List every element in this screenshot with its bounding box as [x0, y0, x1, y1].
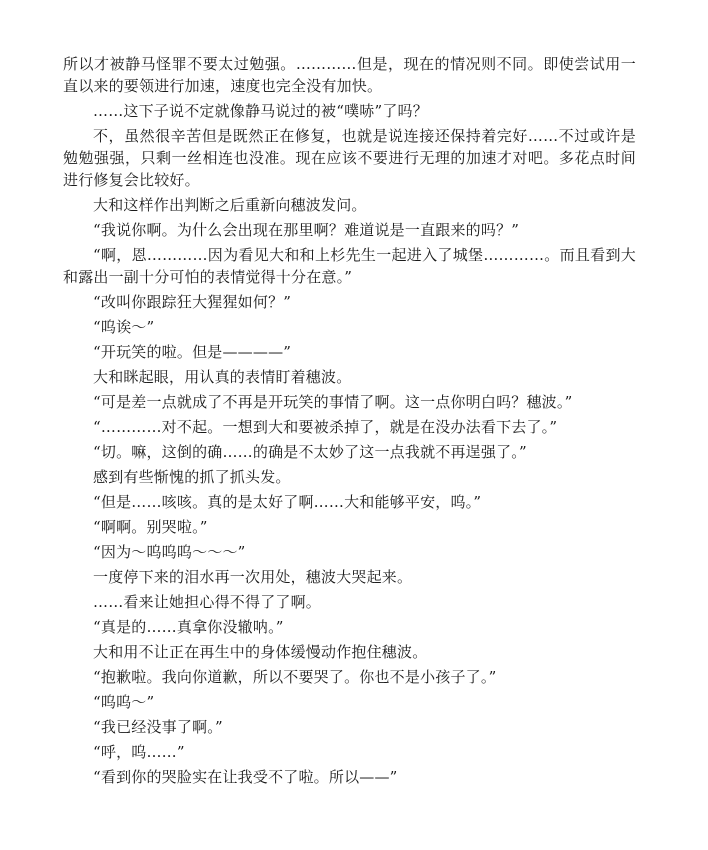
paragraph-25: “呼，呜……” — [93, 743, 185, 761]
paragraph-2: ……这下子说不定就像静马说过的被“噗哧”了吗？ — [93, 102, 428, 120]
paragraph-8: “呜诶～” — [93, 318, 155, 336]
paragraph-23: “呜呜～” — [93, 693, 155, 711]
paragraph-12: “…………对不起。一想到大和要被杀掉了，就是在没办法看下去了。” — [93, 418, 558, 436]
paragraph-26: “看到你的哭脸实在让我受不了啦。所以——” — [93, 768, 398, 786]
paragraph-24: “我已经没事了啊。” — [93, 718, 223, 736]
paragraph-18: 一度停下来的泪水再一次用处，穗波大哭起来。 — [93, 568, 413, 586]
paragraph-3: 不，虽然很辛苦但是既然正在修复，也就是说连接还保持着完好……不过或许是勉勉强强，只剩一丝相连也没准。现在应该不要进行无理的加速才对吧。多花点时间进行修复会比较好。 — [63, 127, 636, 189]
paragraph-20: “真是的……真拿你没辙呐。” — [93, 618, 284, 636]
paragraph-22: “抱歉啦。我向你道歉，所以不要哭了。你也不是小孩子了。” — [93, 668, 497, 686]
paragraph-9: “开玩笑的啦。但是————” — [93, 343, 292, 361]
paragraph-11: “可是差一点就成了不再是开玩笑的事情了啊。这一点你明白吗？穗波。” — [93, 393, 573, 411]
paragraph-21: 大和用不让正在再生中的身体缓慢动作抱住穗波。 — [93, 643, 428, 661]
paragraph-4: 大和这样作出判断之后重新向穗波发问。 — [93, 196, 367, 214]
paragraph-15: “但是……咳咳。真的是太好了啊……大和能够平安，呜。” — [93, 493, 482, 511]
paragraph-7: “改叫你跟踪狂大猩猩如何？” — [93, 293, 292, 311]
paragraph-16: “啊啊。别哭啦。” — [93, 518, 208, 536]
paragraph-5: “我说你啊。为什么会出现在那里啊？难道说是一直跟来的吗？” — [93, 221, 520, 239]
paragraph-13: “切。嘛，这倒的确……的确是不太妙了这一点我就不再逞强了。” — [93, 443, 527, 461]
paragraph-10: 大和眯起眼，用认真的表情盯着穗波。 — [93, 368, 352, 386]
paragraph-1: 所以才被静马怪罪不要太过勉强。…………但是，现在的情况则不同。即使尝试用一直以来的要领进行加速，速度也完全没有加快。 — [63, 55, 636, 95]
paragraph-6: “啊，恩…………因为看见大和和上杉先生一起进入了城堡…………。而且看到大和露出一副十分可怕的表情觉得十分在意。” — [63, 246, 636, 286]
paragraph-17: “因为～呜呜呜～～～” — [93, 543, 246, 561]
paragraph-14: 感到有些惭愧的抓了抓头发。 — [93, 468, 291, 486]
paragraph-19: ……看来让她担心得不得了了啊。 — [93, 593, 322, 611]
